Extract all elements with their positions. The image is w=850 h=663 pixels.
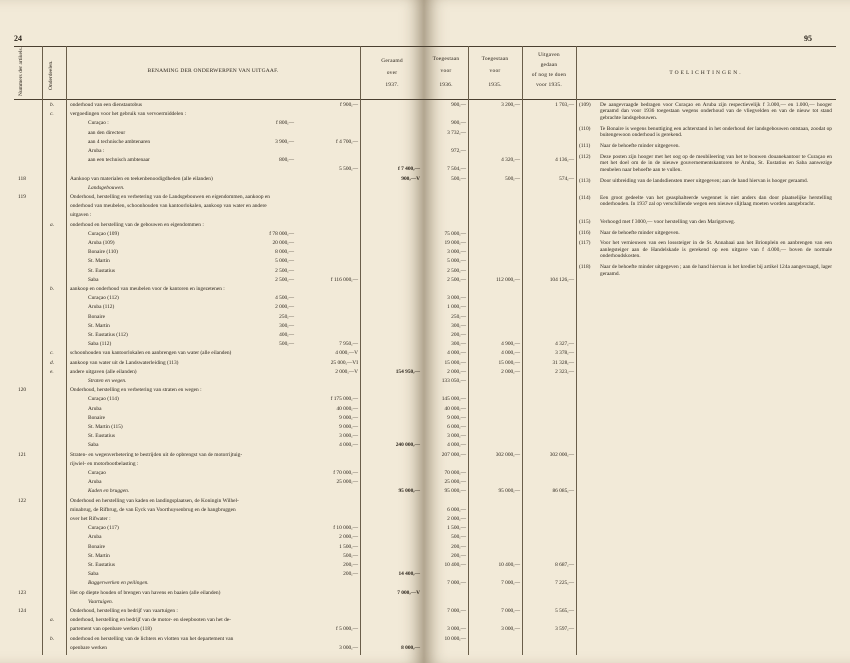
note-text: Naar de behoefte minder uitgegeven ; aan de hand hiervan is het krediet bij artikel 124a aangevraagd, lager geraamd. xyxy=(600,264,832,277)
item-text: onderhoud van meubelen, schoonhouden van kantoorlokalen, aankoop van water en andere xyxy=(70,203,267,210)
amount: 200,— xyxy=(343,562,358,568)
expenditure-1935: 8 687,— xyxy=(555,562,574,568)
amount: 9 000,— xyxy=(339,414,358,421)
item-text: over het Rifwater : xyxy=(70,516,111,522)
item-text: Curaçao (114) xyxy=(88,396,119,403)
item-text: onderhoud en herstelling van de lichters en vlotten van het departement van xyxy=(70,635,234,642)
amount-1935: 112 000,— xyxy=(495,276,520,283)
amount-1935: 302 000,— xyxy=(495,451,520,458)
item-text: St. Eustatius xyxy=(88,562,115,568)
item-text: rijwiel- en motorbootbelasting : xyxy=(70,460,139,467)
amount: 2 000,— xyxy=(339,534,358,541)
right-page xyxy=(424,0,850,663)
expenditure-1935: 7 225,— xyxy=(555,580,574,587)
item-text: onderhoud en herstelling van de gebouwen en eigendommen : xyxy=(70,221,204,228)
expenditure-1935: 574,— xyxy=(559,175,574,182)
sub-amount: 20 000,— xyxy=(272,240,294,246)
col-rule xyxy=(576,46,577,655)
sub-letter: c. xyxy=(50,350,54,357)
amount-1936: 500,— xyxy=(451,534,466,541)
item-text: St. Martin xyxy=(88,552,110,559)
note-text: Voor het vernieuwen van een losssteiger in de St. Annabaai aan het Brionplein en aanbrengen van een aanlegsteiger aan de Handelskade is gerekend op een uitgave van f 4.000,— boven de normale onderhoudskosten. xyxy=(600,240,832,260)
item-text: Onderhoud, herstelling en bedrijf van vaartuigen : xyxy=(70,608,178,614)
item-text: aankoop en onderhoud van meubelen voor de kantoren en ingezetenen : xyxy=(70,286,225,292)
sub-amount: f 800,— xyxy=(276,120,294,127)
sub-amount: 2 500,— xyxy=(275,267,294,274)
header-toegestaan-2: Toegestaan xyxy=(481,56,509,62)
amount: 3 000,— xyxy=(339,433,358,440)
item-text: Saba xyxy=(88,571,99,578)
amount: 1 500,— xyxy=(339,543,358,550)
item-text: Bonaire xyxy=(88,543,106,550)
amount-1936: 95 000,— xyxy=(444,488,466,495)
page-number-right: 95 xyxy=(804,34,812,43)
item-text: Saba (112) xyxy=(88,341,112,348)
amount-1936: 10 400,— xyxy=(444,562,466,568)
expenditure-1935: 1 703,— xyxy=(555,102,574,108)
amount: f 4 700,— xyxy=(335,138,358,145)
expenditure-1935: 4 327,— xyxy=(555,341,574,348)
amount: f 5 000,— xyxy=(335,626,358,633)
item-text: Curaçao (109) xyxy=(88,230,119,237)
total-amount: 900,—V xyxy=(401,175,420,182)
amount-1936: 75 000,— xyxy=(444,230,466,237)
header-of-nog: of nog te doen xyxy=(531,72,567,78)
amount-1936: 1 500,— xyxy=(447,525,466,532)
item-text: Het op diepte houden of brengen van havens en baaien (alle eilanden) xyxy=(70,589,221,596)
sub-letter: c. xyxy=(50,111,54,118)
amount-1935: 4 320,— xyxy=(501,157,520,164)
amount: 25 000,—VI xyxy=(330,359,358,366)
article-number: 124 xyxy=(18,608,27,614)
note-number: (118) xyxy=(579,264,591,271)
item-text: aan den directeur xyxy=(88,129,126,136)
expenditure-1935: 3 378,— xyxy=(555,350,574,357)
item-text: Bonaire xyxy=(88,313,106,320)
amount-1936: 207 000,— xyxy=(441,451,466,458)
item-text: andere uitgaven (alle eilanden) xyxy=(70,368,137,375)
item-text: Saba xyxy=(88,442,99,449)
item-text: St. Martin xyxy=(88,322,110,329)
item-text: aan een technisch ambtenaar xyxy=(88,157,150,164)
expenditure-1935: 104 126,— xyxy=(549,276,574,283)
amount-1936: 3 000,— xyxy=(447,249,466,256)
note-number: (111) xyxy=(579,143,591,149)
item-text: Curaçao xyxy=(88,470,106,476)
page-number-left: 24 xyxy=(14,34,22,43)
sub-amount: 2 000,— xyxy=(275,304,294,311)
sub-amount: f 78 000,— xyxy=(269,230,294,237)
amount-1936: 4 000,— xyxy=(447,442,466,449)
item-text: Onderhoud, herstelling en verbetering van de Landsgebouwen en eigendommen, aankoop en xyxy=(70,194,270,200)
total-amount: 95 000,— xyxy=(398,488,420,495)
article-number: 119 xyxy=(18,194,26,200)
item-text: Saba xyxy=(88,276,99,283)
amount-1935: 2 000,— xyxy=(501,368,520,375)
amount: 5 500,— xyxy=(339,166,358,173)
item-text: Landsgebouwen. xyxy=(88,184,125,191)
amount: 9 000,— xyxy=(339,424,358,430)
sub-letter: e. xyxy=(50,368,54,375)
article-number: 118 xyxy=(18,175,26,182)
header-1936: 1936. xyxy=(439,82,453,88)
amount-1936: 500,— xyxy=(451,175,466,182)
note-text: Een groot gedeelte van het geasphalteerde wegennet is niet anders dan door plaatselijke herstelling onderhouden. In 1937 zal op verschillende wegen een nieuwe slijtlaag moeten worden aangebracht. xyxy=(600,194,832,208)
amount-1936: 2 000,— xyxy=(447,516,466,522)
note-text: Naar de behoefte minder uitgegeven. xyxy=(600,143,680,149)
sub-amount: 800,— xyxy=(279,157,294,164)
amount-1936: 6 000,— xyxy=(447,506,466,513)
item-text: uitgaven : xyxy=(70,212,92,219)
amount-1935: 10 400,— xyxy=(498,562,520,568)
article-number: 122 xyxy=(18,497,27,504)
amount: 4 000,— xyxy=(339,442,358,449)
amount: f 900,— xyxy=(340,102,358,108)
item-text: aan 4 technische ambtenaren xyxy=(88,138,151,145)
item-text: Bonaire (110) xyxy=(88,249,118,256)
item-text: Onderhoud en herstelling van kaden en landingsplaatsen, de Koningin Wilhel- xyxy=(70,497,239,504)
amount-1936: 9 000,— xyxy=(447,414,466,421)
total-amount: f 7 400,— xyxy=(397,166,420,173)
expenditure-1935: 302 000,— xyxy=(549,451,574,458)
amount-1935: 7 000,— xyxy=(501,608,520,614)
item-text: Aruba xyxy=(88,479,102,486)
sub-amount: 8 000,— xyxy=(275,249,294,256)
expenditure-1935: 86 085,— xyxy=(552,488,574,495)
amount-1936: 2 500,— xyxy=(447,276,466,283)
amount-1936: 6 000,— xyxy=(447,424,466,430)
note-number: (117) xyxy=(579,240,591,247)
amount-1936: 25 000,— xyxy=(444,479,466,486)
amount: f 10 000,— xyxy=(333,525,358,532)
note-number: (113) xyxy=(579,177,591,184)
item-text: schoonhouden van kantoorlokalen en aanbrengen van water (alle eilanden) xyxy=(70,350,232,357)
amount: 200,— xyxy=(343,571,358,578)
sub-amount: 5 000,— xyxy=(275,258,294,265)
expenditure-1935: 31 328,— xyxy=(552,359,574,366)
item-text: Baggerwerken en peilingen. xyxy=(88,580,149,587)
header-toelichtingen: TOELICHTINGEN. xyxy=(669,70,743,76)
header-benaming: BENAMING DER ONDERWERPEN VAN UITGAAF. xyxy=(147,68,279,74)
note-number: (110) xyxy=(579,125,591,132)
total-amount: 8 000,— xyxy=(401,644,420,651)
amount: 500,— xyxy=(343,552,358,559)
note-number: (109) xyxy=(579,102,591,108)
header-nummers: Nummers der artikels. xyxy=(18,46,24,96)
item-text: Straten en wegen. xyxy=(88,378,127,384)
amount-1936: 133 050,— xyxy=(441,378,466,384)
header-voor: voor xyxy=(440,68,452,74)
expenditure-1935: 4 136,— xyxy=(555,157,574,164)
item-text: minabrug, de Rifbrug, de van Eyck van Voorthuysenbrug en de hangbruggen xyxy=(70,506,236,513)
amount-1936: 900,— xyxy=(451,102,466,108)
item-text: Aruba xyxy=(88,405,102,412)
total-amount: 240 000,— xyxy=(395,442,420,449)
amount-1936: 200,— xyxy=(451,332,466,338)
item-text: Onderhoud, herstelling en verbetering van straten en wegen : xyxy=(70,387,202,394)
amount-1936: 3 000,— xyxy=(447,433,466,440)
amount: 40 000,— xyxy=(336,405,358,412)
amount-1936: 7 000,— xyxy=(447,608,466,614)
left-page xyxy=(0,0,424,663)
amount-1935: 4 900,— xyxy=(501,341,520,348)
sub-letter: d. xyxy=(50,359,55,366)
amount-1935: 15 000,— xyxy=(498,359,520,366)
sub-letter: a. xyxy=(50,617,55,624)
amount: f 70 000,— xyxy=(333,470,358,476)
item-text: aankoop van water uit de Landswaterleiding (113) xyxy=(70,359,179,366)
header-geraamd-year: 1937. xyxy=(385,82,399,88)
amount-1936: 3 732,— xyxy=(447,129,466,136)
sub-letter: b. xyxy=(50,635,55,642)
amount-1935: 500,— xyxy=(505,175,520,182)
amount-1936: 145 000,— xyxy=(441,396,466,403)
note-number: (114) xyxy=(579,194,591,201)
sub-amount: 500,— xyxy=(279,341,294,348)
note-number: (115) xyxy=(579,218,591,225)
note-text: Naar de behoefte minder uitgegeven. xyxy=(600,229,680,236)
item-text: Bonaire xyxy=(88,414,106,421)
expenditure-1935: 3 597,— xyxy=(555,626,574,633)
item-text: vergoedingen voor het gebruik van vervoermiddelen : xyxy=(70,111,187,118)
amount: 2 000,—V xyxy=(335,368,358,375)
item-text: Aruba (109) xyxy=(88,240,115,246)
item-text: Vaartuigen. xyxy=(88,598,114,605)
note-text: De aangevraagde bedragen voor Curaçao en Aruba zijn respectievelijk f 3.000,— en 1.000,— hooger geraamd dan voor 1936 toegestaan wegens onderhoud van de vliegvelden en van de nieuw tot stand gebrachte landsgebouwen. xyxy=(600,102,832,121)
header-onderdeelen: Onderdeelen. xyxy=(48,60,54,90)
amount-1935: 3 000,— xyxy=(501,626,520,633)
header-voor-1935: voor 1935. xyxy=(536,82,562,88)
amount: 3 000,— xyxy=(339,644,358,651)
article-number: 123 xyxy=(18,589,27,596)
total-amount: 154 950,— xyxy=(395,368,420,375)
sub-amount: 250,— xyxy=(279,313,294,320)
note-text: Deze posten zijn hooger met het oog op de meubileering van het te bouwen douanekantoor te Curaçao en met het doel om de in de nieuwe gouvernementskantoren te Aruba, St. Eustatius en Saba aanwezige meubelen naar behoefte aan te vullen. xyxy=(600,153,832,173)
item-text: partement van openbare werken (118) xyxy=(70,626,152,633)
item-text: Aankoop van materialen en teekenbenoodigdheden (alle eilanden) xyxy=(70,175,213,182)
item-text: St. Martin xyxy=(88,258,110,265)
item-text: Curaçao (112) xyxy=(88,295,119,302)
note-number: (116) xyxy=(579,229,591,236)
amount-1935: 4 000,— xyxy=(501,350,520,357)
note-text: Verhoogd met f 3000,— voor herstelling van den Marigotweg. xyxy=(600,218,736,225)
item-text: openbare werken xyxy=(70,644,107,651)
amount-1936: 19 000,— xyxy=(444,240,466,246)
item-text: Aruba xyxy=(88,534,102,541)
amount: 7 950,— xyxy=(339,341,358,348)
col-rule xyxy=(66,46,67,655)
amount-1936: 10 000,— xyxy=(444,635,466,642)
expenditure-1935: 2 323,— xyxy=(555,368,574,375)
sub-amount: 4 500,— xyxy=(275,295,294,302)
sub-amount: 2 500,— xyxy=(275,276,294,283)
note-number: (112) xyxy=(579,153,591,160)
amount-1936: 5 000,— xyxy=(447,258,466,265)
amount: f 175 000,— xyxy=(330,396,358,403)
item-text: Kaden en bruggen. xyxy=(88,488,130,495)
amount-1936: 200,— xyxy=(451,552,466,559)
amount: 4 000,—V xyxy=(335,350,358,357)
amount-1936: 300,— xyxy=(451,341,466,348)
item-text: St. Eustatius xyxy=(88,433,115,440)
amount-1936: 40 000,— xyxy=(444,405,466,412)
sub-letter: b. xyxy=(50,102,55,108)
item-text: onderhoud van een dienstautobus xyxy=(70,102,143,108)
amount-1936: 200,— xyxy=(451,543,466,550)
amount-1936: 15 000,— xyxy=(444,359,466,366)
sub-letter: b. xyxy=(50,286,55,292)
header-voor-2: voor xyxy=(489,68,501,74)
amount: 25 000,— xyxy=(336,479,358,486)
amount-1936: 3 000,— xyxy=(447,626,466,633)
amount: f 116 000,— xyxy=(330,276,358,283)
amount-1936: 900,— xyxy=(451,120,466,127)
total-amount: 14 400,— xyxy=(398,571,420,578)
amount-1936: 2 500,— xyxy=(447,267,466,274)
amount-1936: 7 000,— xyxy=(447,580,466,587)
item-text: St. Eustatius xyxy=(88,267,115,274)
amount-1936: 972,— xyxy=(451,148,466,154)
header-1935: 1935. xyxy=(488,82,502,88)
amount-1936: 3 000,— xyxy=(447,295,466,302)
col-rule xyxy=(360,46,361,655)
note-text: Door uitbreiding van de landsdiensten meer uitgegeven; aan de hand hiervan is hooger geraamd. xyxy=(600,177,809,184)
amount-1936: 70 000,— xyxy=(444,470,466,476)
amount-1936: 7 504,— xyxy=(447,166,466,173)
article-number: 120 xyxy=(18,387,27,394)
total-amount: 7 000,—V xyxy=(397,589,420,596)
item-text: Curaçao : xyxy=(88,120,109,127)
sub-amount: 400,— xyxy=(279,332,294,338)
amount-1936: 300,— xyxy=(451,322,466,329)
col-rule xyxy=(42,46,43,655)
item-text: St. Eustatius (112) xyxy=(88,332,128,338)
header-geraamd-over: over xyxy=(386,70,398,76)
amount-1936: 4 000,— xyxy=(447,350,466,357)
amount-1936: 250,— xyxy=(451,313,466,320)
expenditure-1935: 5 565,— xyxy=(555,608,574,614)
amount-1936: 1 000,— xyxy=(447,304,466,311)
item-text: Aruba (112) xyxy=(88,304,115,311)
header-gedaan: gedaan xyxy=(540,62,558,68)
item-text: St. Martin (115) xyxy=(88,424,123,430)
header-geraamd: Geraamd xyxy=(381,58,403,64)
amount-1935: 95 000,— xyxy=(498,488,520,495)
header-uitgaven: Uitgaven xyxy=(538,52,560,58)
header-toegestaan: Toegestaan xyxy=(432,56,460,62)
amount-1935: 7 000,— xyxy=(501,580,520,587)
item-text: Straten- en wegenverbetering te bestrijden uit de opbrengst van de motorrijtuig- xyxy=(70,451,243,458)
article-number: 121 xyxy=(18,451,27,458)
item-text: Aruba : xyxy=(88,148,105,154)
sub-amount: 3 900,— xyxy=(275,138,294,145)
item-text: onderhoud, herstelling en bedrijf van de motor- en sleepbooten van het de- xyxy=(70,617,231,624)
amount-1936: 2 000,— xyxy=(447,368,466,375)
sub-letter: a. xyxy=(50,221,55,228)
amount-1935: 3 200,— xyxy=(501,102,520,108)
sub-amount: 300,— xyxy=(279,322,294,329)
note-text: Te Bonaire is wegens benuttiging een achterstand in het onderhoud der landsgebouwen ontstaan, zoodat op buitengewoon onderhoud is gerekend. xyxy=(600,125,832,139)
item-text: Curaçao (117) xyxy=(88,525,119,532)
